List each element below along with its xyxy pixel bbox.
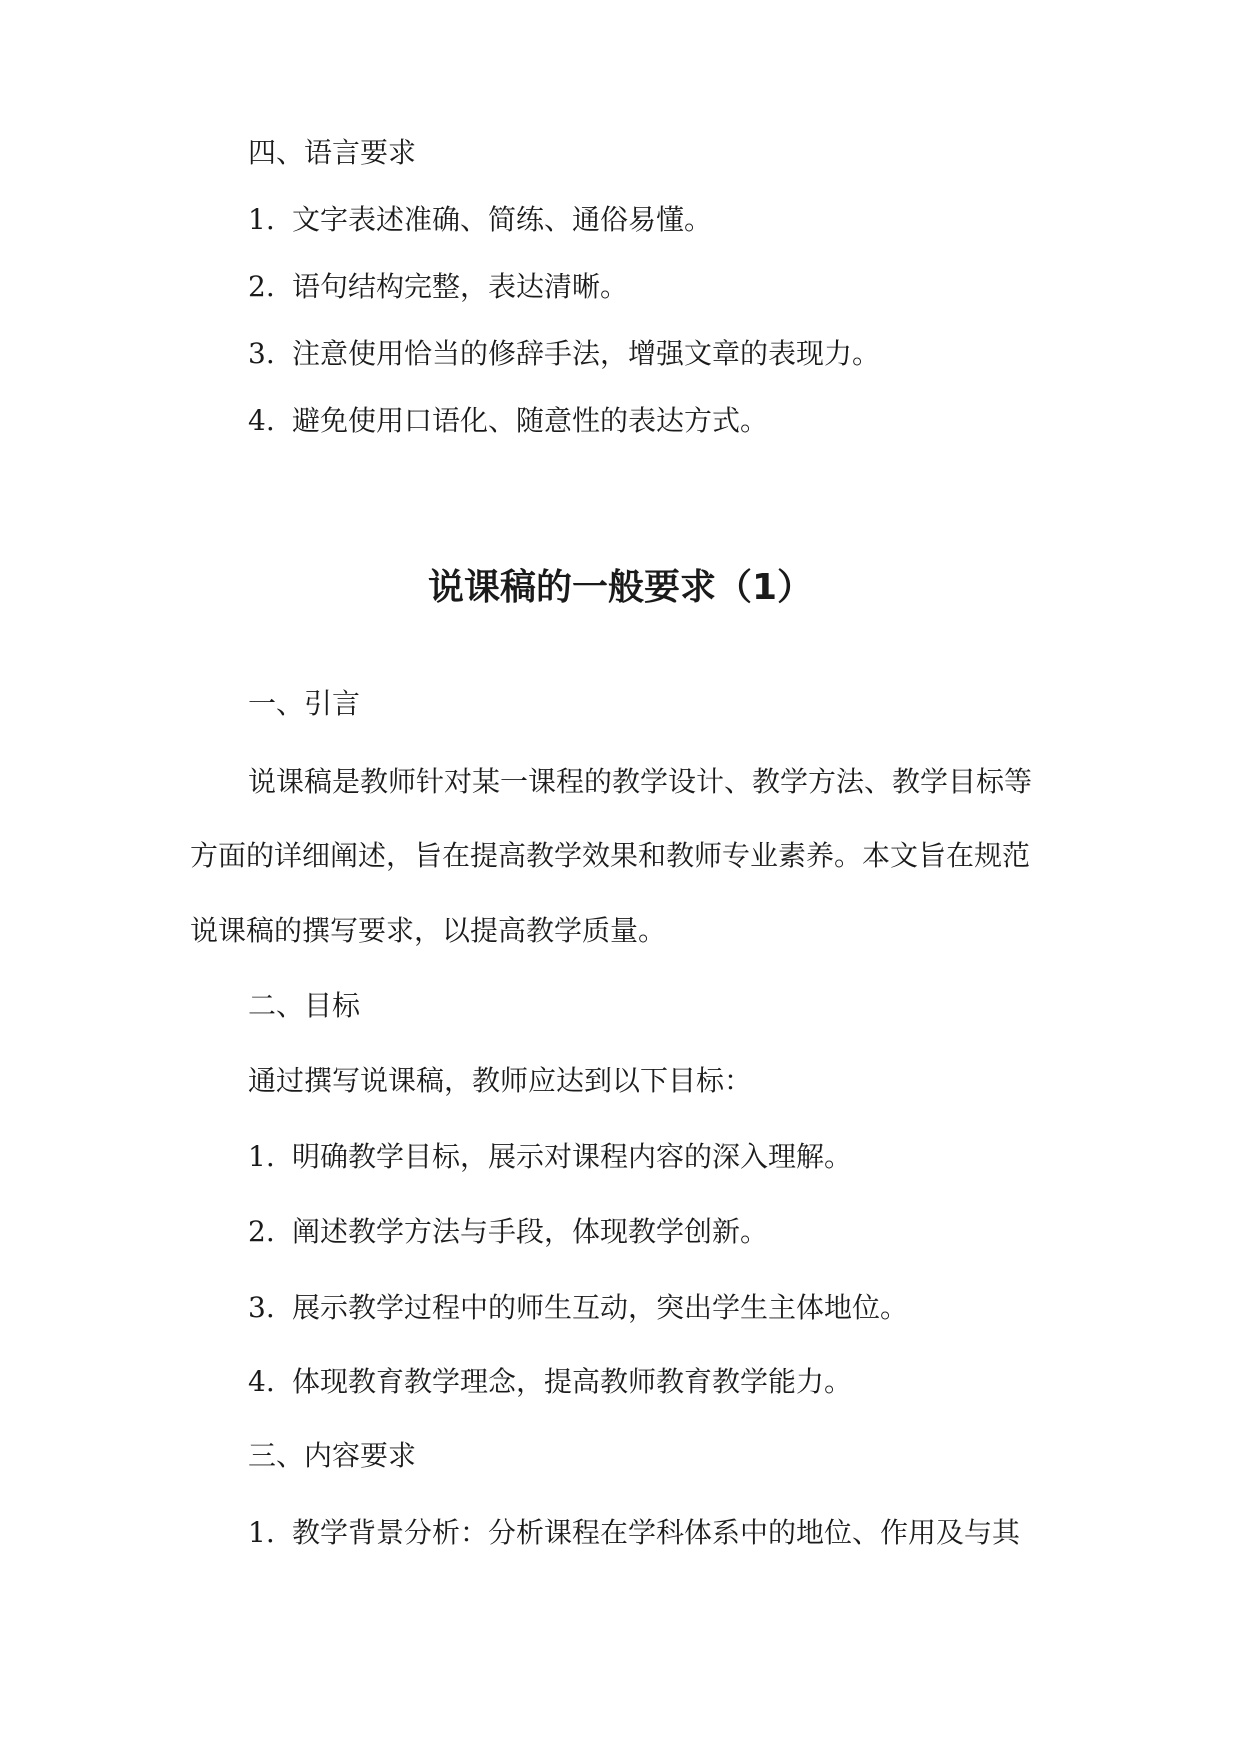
paragraph-line: 说课稿的撰写要求，以提高教学质量。 [190,914,667,947]
list-item-number: 4. [248,1365,275,1398]
list-item-text: 体现教育教学理念，提高教师教育教学能力。 [292,1365,853,1398]
list-item-text: 避免使用口语化、随意性的表达方式。 [292,404,769,437]
list-item [248,1212,768,1252]
section-heading-goals: 二、目标 [248,989,361,1022]
list-item-text: 文字表述准确、简练、通俗易懂。 [292,203,713,236]
list-item [248,334,880,374]
list-item-number: 1. [248,203,275,236]
list-item [248,1137,852,1177]
list-item-text: 明确教学目标，展示对课程内容的深入理解。 [292,1140,853,1173]
section-heading-language: 四、语言要求 [248,136,417,169]
list-item-number: 1. [248,1516,275,1549]
list-item-number: 2. [248,270,275,303]
paragraph-line: 方面的详细阐述，旨在提高教学效果和教师专业素养。本文旨在规范 [190,839,1031,872]
list-item-text: 注意使用恰当的修辞手法，增强文章的表现力。 [292,337,881,370]
list-item-number: 3. [248,337,275,370]
section-heading-intro: 一、引言 [248,687,361,720]
list-item-text: 语句结构完整，表达清晰。 [292,270,629,303]
list-item-text: 阐述教学方法与手段，体现教学创新。 [292,1215,769,1248]
paragraph-line: 通过撰写说课稿，教师应达到以下目标： [248,1064,753,1097]
list-item [248,1513,1020,1553]
paragraph-line: 说课稿是教师针对某一课程的教学设计、教学方法、教学目标等 [248,765,1033,798]
list-item-number: 4. [248,404,275,437]
list-item [248,401,768,441]
list-item [248,200,712,240]
list-item-number: 3. [248,1291,275,1324]
list-item [248,1288,908,1328]
section-heading-content: 三、内容要求 [248,1439,417,1472]
document-title: 说课稿的一般要求（1） [427,567,814,608]
list-item [248,267,628,307]
list-item [248,1362,852,1402]
list-item-text: 教学背景分析：分析课程在学科体系中的地位、作用及与其 [292,1516,1021,1549]
list-item-number: 2. [248,1215,275,1248]
list-item-text: 展示教学过程中的师生互动，突出学生主体地位。 [292,1291,909,1324]
list-item-number: 1. [248,1140,275,1173]
